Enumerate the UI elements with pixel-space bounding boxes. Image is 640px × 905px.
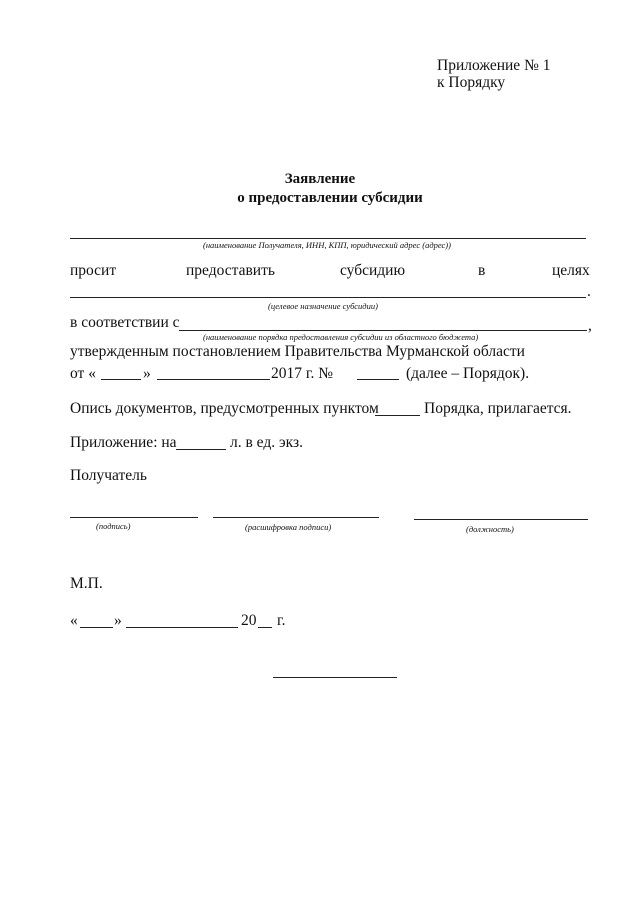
inventory-suffix: Порядка, прилагается.	[424, 400, 572, 417]
date-prefix: от «	[70, 365, 96, 382]
request-word-3: субсидию	[340, 262, 406, 279]
date2-year-field-line[interactable]	[258, 627, 272, 628]
signature-field-line[interactable]	[70, 517, 198, 518]
appendix-reference: к Порядку	[437, 74, 506, 91]
seal-place: М.П.	[70, 575, 103, 592]
request-word-5: целях	[552, 262, 590, 279]
appendix-number: Приложение № 1	[437, 57, 551, 74]
date2-suffix: г.	[277, 612, 286, 629]
clause-field-line[interactable]	[375, 415, 420, 416]
day-field-line[interactable]	[101, 379, 141, 380]
recipient-caption: (наименование Получателя, ИНН, КПП, юридический адрес (адрес))	[203, 240, 451, 250]
accordance-prefix: в соответствии с	[70, 314, 180, 331]
document-subtitle: о предоставлении субсидии	[237, 190, 423, 206]
request-word-2: предоставить	[186, 262, 275, 279]
date2-mid: »	[114, 612, 122, 629]
request-word-1: просит	[70, 262, 117, 279]
year-number-text: 2017 г. №	[271, 365, 334, 382]
sheets-field-line[interactable]	[176, 449, 226, 450]
resolution-number-field-line[interactable]	[357, 379, 399, 380]
date2-day-field-line[interactable]	[80, 627, 113, 628]
purpose-field-line[interactable]	[70, 297, 586, 298]
recipient-label: Получатель	[70, 467, 147, 484]
purpose-caption: (целевое назначение субсидии)	[268, 301, 378, 311]
position-field-line[interactable]	[414, 519, 588, 520]
procedure-field-line[interactable]	[179, 330, 587, 331]
attachment-suffix: л. в ед. экз.	[230, 434, 303, 451]
attachment-prefix: Приложение: на	[70, 434, 177, 451]
approved-text: утвержденным постановлением Правительства Мурманской области	[70, 343, 525, 360]
decoding-field-line[interactable]	[213, 517, 379, 518]
decoding-caption: (расшифровка подписи)	[245, 522, 332, 532]
recipient-field-line[interactable]	[70, 238, 586, 239]
signature-caption: (подпись)	[96, 521, 131, 531]
date2-open: «	[70, 612, 78, 629]
accordance-end-mark: ,	[588, 317, 592, 334]
inventory-prefix: Опись документов, предусмотренных пунктом	[70, 400, 379, 417]
document-title: Заявление	[284, 171, 356, 187]
request-word-4: в	[478, 262, 486, 279]
closing-separator	[273, 677, 397, 678]
date2-month-field-line[interactable]	[126, 627, 238, 628]
month-field-line[interactable]	[157, 379, 270, 380]
date2-year-prefix: 20	[241, 612, 257, 629]
after-number-text: (далее – Порядок).	[406, 365, 530, 382]
date-mid: »	[143, 365, 151, 382]
purpose-end-mark: .	[587, 283, 591, 300]
procedure-caption: (наименование порядка предоставления субсидии из областного бюджета)	[203, 332, 479, 342]
position-caption: (должность)	[466, 524, 514, 534]
